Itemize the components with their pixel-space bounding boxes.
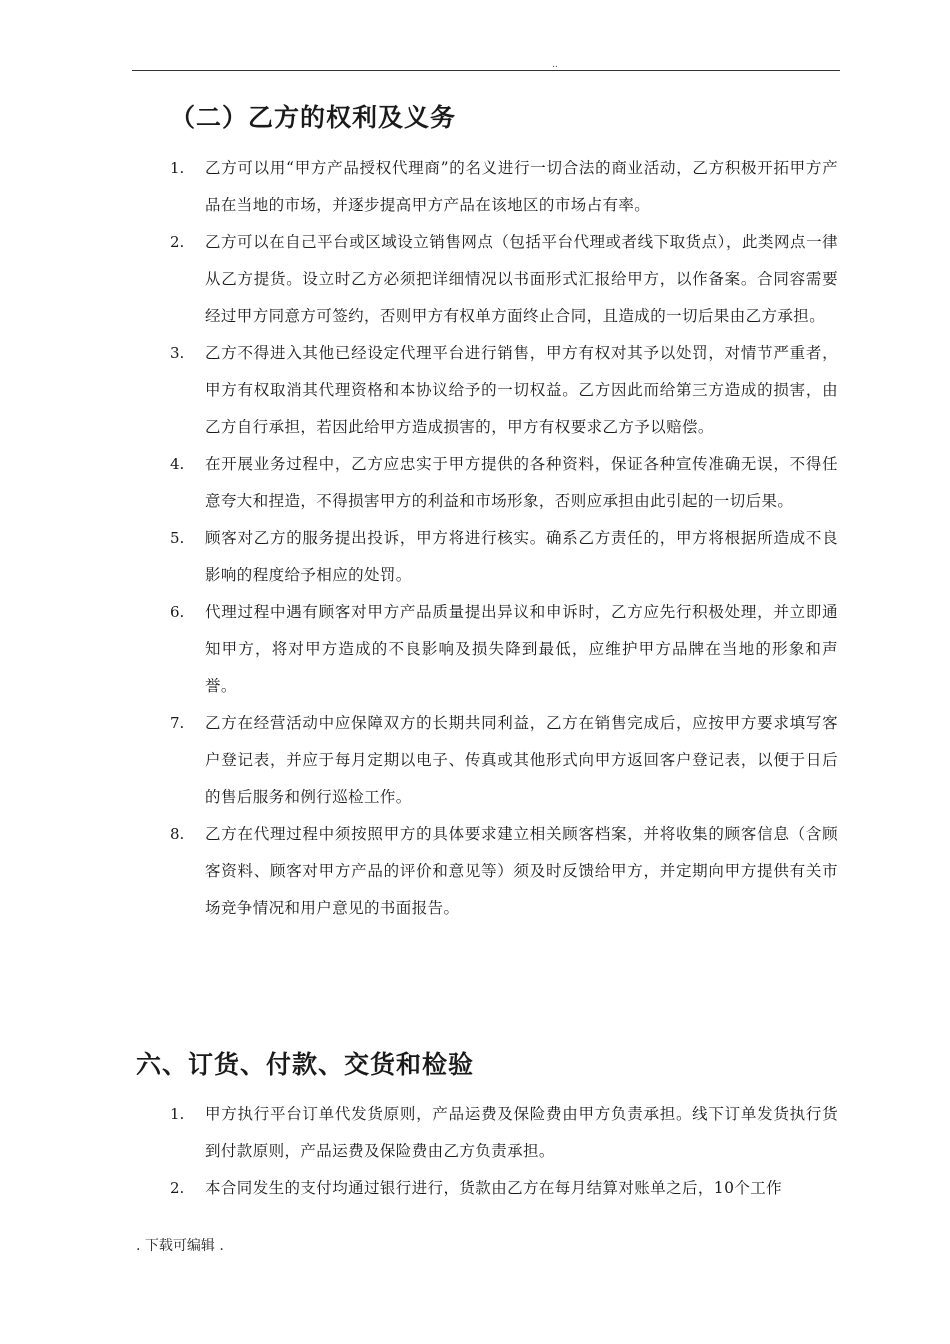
clause-number: 8. <box>170 825 185 843</box>
clause-number: 4. <box>170 455 185 473</box>
section-6-title: 六、订货、付款、交货和检验 <box>136 1050 475 1079</box>
clause-item <box>0 1096 950 1170</box>
clause-item <box>0 1170 950 1207</box>
section-b-clauses <box>0 150 950 927</box>
clause-number: 1. <box>170 159 185 177</box>
clause-text: 本合同发生的支付均通过银行进行，货款由乙方在每月结算对账单之后，10个工作 <box>205 1179 783 1197</box>
clause-number: 6. <box>170 603 185 621</box>
clause-number: 2. <box>170 1179 185 1197</box>
clause-text: 乙方可以在自己平台或区域设立销售网点（包括平台代理或者线下取货点），此类网点一律从乙方提货。设立时乙方必须把详细情况以书面形式汇报给甲方，以作备案。合同容需要经过甲方同意方可签约，否则甲方有权单方面终止合同，且造成的一切后果由乙方承担。 <box>205 233 838 325</box>
clause-number: 7. <box>170 714 185 732</box>
clause-text: 甲方执行平台订单代发货原则，产品运费及保险费由甲方负责承担。线下订单发货执行货到付款原则，产品运费及保险费由乙方负责承担。 <box>205 1105 838 1160</box>
section-6-clauses <box>0 1096 950 1207</box>
clause-text: 乙方在代理过程中须按照甲方的具体要求建立相关顾客档案，并将收集的顾客信息（含顾客资料、顾客对甲方产品的评价和意见等）须及时反馈给甲方，并定期向甲方提供有关市场竞争情况和用户意见的书面报告。 <box>205 825 838 917</box>
clause-number: 5. <box>170 529 185 547</box>
clause-item <box>0 594 950 705</box>
header-mark: .. <box>552 60 558 70</box>
clause-item <box>0 335 950 446</box>
clause-text: 乙方在经营活动中应保障双方的长期共同利益，乙方在销售完成后，应按甲方要求填写客户登记表，并应于每月定期以电子、传真或其他形式向甲方返回客户登记表，以便于日后的售后服务和例行巡检工作。 <box>205 714 838 806</box>
clause-item <box>0 520 950 594</box>
clause-number: 3. <box>170 344 185 362</box>
clause-text: 在开展业务过程中，乙方应忠实于甲方提供的各种资料，保证各种宣传准确无误，不得任意夸大和捏造，不得损害甲方的利益和市场形象，否则应承担由此引起的一切后果。 <box>205 455 838 510</box>
clause-number: 2. <box>170 233 185 251</box>
section-b-title: （二）乙方的权利及义务 <box>170 103 457 132</box>
clause-number: 1. <box>170 1105 185 1123</box>
clause-text: 乙方不得进入其他已经设定代理平台进行销售，甲方有权对其予以处罚，对情节严重者，甲方有权取消其代理资格和本协议给予的一切权益。乙方因此而给第三方造成的损害，由乙方自行承担，若因此给甲方造成损害的，甲方有权要求乙方予以赔偿。 <box>205 344 838 436</box>
page-footer: . 下载可编辑 . <box>136 1238 224 1254</box>
clause-item <box>0 446 950 520</box>
clause-text: 代理过程中遇有顾客对甲方产品质量提出异议和申诉时，乙方应先行积极处理，并立即通知甲方，将对甲方造成的不良影响及损失降到最低，应维护甲方品牌在当地的形象和声誉。 <box>205 603 838 695</box>
clause-item <box>0 150 950 224</box>
header-rule <box>132 70 840 71</box>
clause-item <box>0 816 950 927</box>
clause-item <box>0 705 950 816</box>
clause-text: 乙方可以用“甲方产品授权代理商”的名义进行一切合法的商业活动，乙方积极开拓甲方产品在当地的市场，并逐步提高甲方产品在该地区的市场占有率。 <box>205 159 838 214</box>
clause-item <box>0 224 950 335</box>
clause-text: 顾客对乙方的服务提出投诉，甲方将进行核实。确系乙方责任的，甲方将根据所造成不良影响的程度给予相应的处罚。 <box>205 529 838 584</box>
